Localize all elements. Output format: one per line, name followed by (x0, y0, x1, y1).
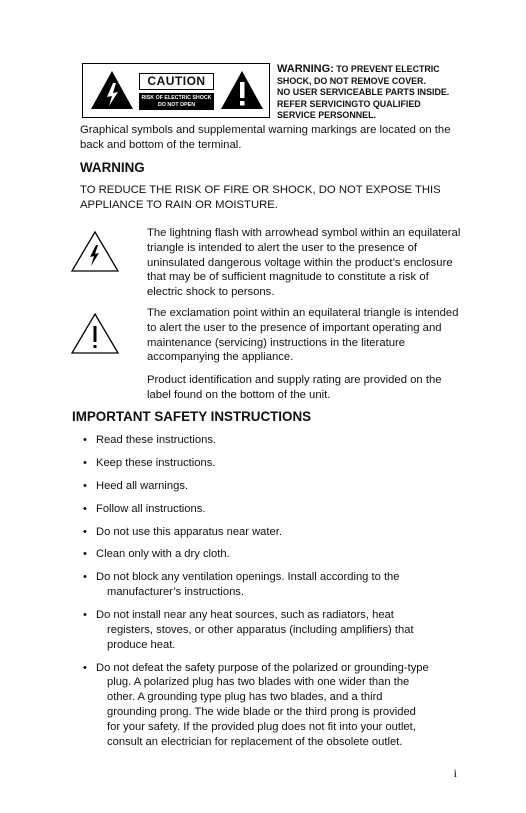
cover-warning-line4: REFER SERVICINGTO QUALIFIED (277, 98, 421, 109)
exclamation-triangle-icon (70, 312, 120, 356)
cover-warning-lead: WARNING: (277, 63, 334, 75)
bullet: • (83, 609, 87, 622)
graphical-note-line1: Graphical symbols and supplemental warning markings are located on the (80, 124, 451, 136)
page-number: i (453, 766, 457, 780)
graphical-note (80, 123, 500, 153)
list-item (83, 456, 483, 471)
instruction-continuation: consult an electrician for replacement of the obsolete outlet. (107, 735, 403, 748)
exclamation-line: maintenance (servicing) instructions in the literature (147, 336, 406, 349)
product-identification (147, 373, 492, 403)
exclamation-line: to alert the user to the presence of important operating and (147, 321, 442, 334)
bullet: • (83, 456, 87, 469)
instruction-text: Do not install near any heat sources, such as radiators, heat (96, 609, 394, 622)
instruction-text: Clean only with a dry cloth. (96, 548, 230, 561)
instruction-continuation: other. A grounding type plug has two blades, and a third (107, 691, 383, 704)
instruction-continuation: registers, stoves, or other apparatus (including amplifiers) that (107, 623, 414, 636)
bullet: • (83, 434, 87, 446)
instruction-text: Do not block any ventilation openings. Install according to the (96, 571, 400, 584)
exclamation-triangle-icon (219, 69, 265, 111)
product-id-line1: Product identification and supply rating are provided on the (147, 374, 442, 386)
instruction-continuation: grounding prong. The wide blade or the third prong is provided (107, 705, 416, 718)
safety-heading: IMPORTANT SAFETY INSTRUCTIONS (72, 409, 312, 424)
lightning-line: electric shock to persons. (147, 286, 275, 299)
instruction-text: Heed all warnings. (96, 479, 189, 492)
instruction-text: Read these instructions. (96, 434, 217, 446)
list-item (83, 502, 483, 517)
bullet: • (83, 479, 87, 492)
lightning-triangle-icon (89, 69, 135, 111)
instruction-list (83, 433, 483, 757)
cover-warning-line1: TO PREVENT ELECTRIC (333, 64, 440, 74)
lightning-line: uninsulated dangerous voltage within the product’s enclosure (147, 256, 453, 269)
instruction-continuation: produce heat. (107, 638, 176, 651)
warning-heading: WARNING (80, 160, 145, 175)
bullet: • (83, 571, 87, 584)
instruction-continuation: plug. A polarized plug has two blades with one wider than the (107, 676, 410, 689)
list-item (83, 525, 483, 540)
exclamation-description (147, 306, 492, 365)
cover-warning-line3: NO USER SERVICEABLE PARTS INSIDE. (277, 87, 450, 98)
graphical-note-line2: back and bottom of the terminal. (80, 138, 242, 151)
instruction-text: Do not use this apparatus near water. (96, 525, 282, 538)
bullet: • (83, 548, 87, 561)
instruction-text: Follow all instructions. (96, 502, 206, 515)
instruction-continuation: manufacturer’s instructions. (107, 586, 245, 599)
product-id-line2: label found on the bottom of the unit. (147, 388, 331, 401)
list-item (83, 433, 483, 448)
instruction-text: Do not defeat the safety purpose of the polarized or grounding-type (96, 661, 429, 674)
lightning-triangle-icon (70, 230, 120, 274)
warning-text (80, 183, 500, 213)
caution-subtitle (139, 93, 214, 110)
caution-subtitle-line1: RISK OF ELECTRIC SHOCK (141, 95, 212, 101)
caution-center (139, 73, 214, 110)
bullet: • (83, 502, 87, 515)
lightning-line: The lightning flash with arrowhead symbol within an equilateral (147, 227, 461, 239)
warning-text-line2: APPLIANCE TO RAIN OR MOISTURE. (80, 198, 278, 211)
bullet: • (83, 661, 87, 674)
list-item (83, 479, 483, 494)
cover-warning-line2: SHOCK, DO NOT REMOVE COVER. (277, 75, 426, 86)
caution-label (82, 63, 270, 118)
list-item (83, 608, 483, 652)
exclamation-line: The exclamation point within an equilateral triangle is intended (147, 307, 459, 319)
list-item (83, 570, 483, 600)
cover-warning (277, 64, 517, 122)
bullet: • (83, 525, 87, 538)
caution-subtitle-line2: DO NOT OPEN (157, 102, 196, 108)
lightning-line: that may be of sufficient magnitude to constitute a risk of (147, 271, 429, 284)
warning-text-line1: TO REDUCE THE RISK OF FIRE OR SHOCK, DO NOT EXPOSE THIS (80, 184, 441, 196)
lightning-line: triangle is intended to alert the user to the presence of (147, 241, 418, 254)
caution-title: CAUTION (139, 73, 214, 90)
instruction-continuation: for your safety. If the provided plug does not fit into your outlet, (107, 720, 416, 733)
exclamation-line: accompanying the appliance. (147, 351, 294, 364)
cover-warning-line5: SERVICE PERSONNEL. (277, 110, 376, 121)
lightning-description (147, 226, 492, 300)
list-item (83, 661, 483, 750)
instruction-text: Keep these instructions. (96, 456, 216, 469)
list-item (83, 547, 483, 562)
